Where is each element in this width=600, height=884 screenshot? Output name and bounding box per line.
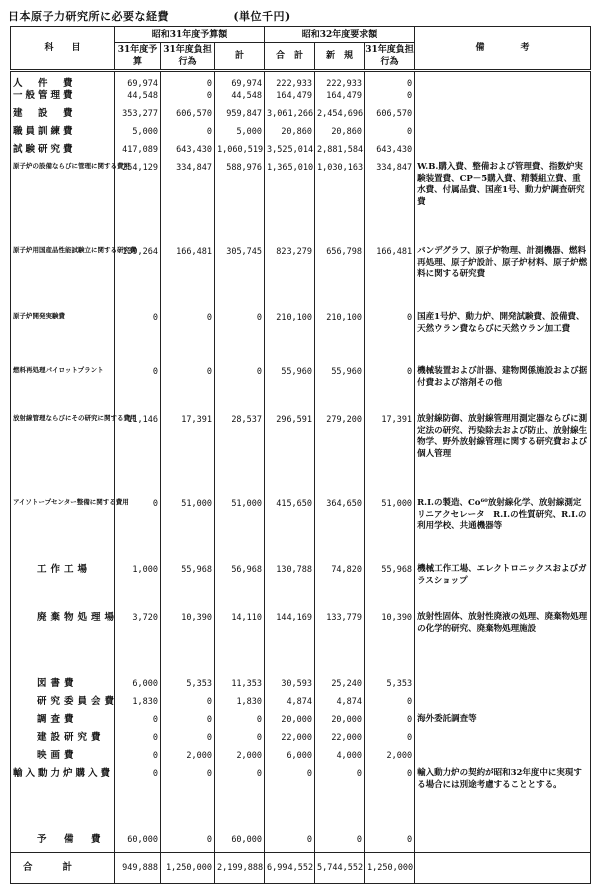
row-item-label: 原子炉用国産品性能試験立に関する研究費 (11, 246, 115, 312)
total-label: 合計 (11, 852, 115, 883)
row-note (415, 750, 591, 768)
row-note: 国産1号炉、動力炉、開発試験費、設備費、天然ウラン費ならびに天然ウラン加工費 (415, 312, 591, 366)
row-value: 0 (315, 834, 365, 852)
row-value: 1,365,010 (265, 162, 315, 246)
row-value: 3,061,266 (265, 108, 315, 126)
row-note (415, 71, 591, 91)
header-sub: 31年度負担行為 (161, 43, 215, 71)
row-value: 74,820 (315, 564, 365, 612)
row-value: 20,000 (315, 714, 365, 732)
row-value: 60,000 (115, 834, 161, 852)
row-value: 0 (365, 366, 415, 414)
row-value: 55,960 (315, 366, 365, 414)
row-value: 3,720 (115, 612, 161, 678)
row-value: 51,000 (161, 498, 215, 564)
row-note: 機械工作工場、エレクトロニックスおよびガラスショップ (415, 564, 591, 612)
table-row (11, 564, 591, 612)
row-value: 22,000 (315, 732, 365, 750)
row-value: 164,479 (315, 90, 365, 108)
row-value: 60,000 (215, 834, 265, 852)
row-value: 4,000 (315, 750, 365, 768)
total-value: 6,994,552 (265, 852, 315, 883)
row-item-label: 予 備 費 (11, 834, 115, 852)
row-note: バンデグラフ、原子炉物理、計測機器、燃料再処理、原子炉設計、原子炉材料、原子炉燃料に関する研究費 (415, 246, 591, 312)
table-row (11, 696, 591, 714)
row-item-label: 人 件 費 (11, 71, 115, 91)
row-value: 5,000 (115, 126, 161, 144)
row-value: 130,788 (265, 564, 315, 612)
caption-unit: (単位千円) (233, 10, 291, 23)
row-value: 6,000 (265, 750, 315, 768)
row-value: 139,264 (115, 246, 161, 312)
row-value: 28,537 (215, 414, 265, 498)
table-row (11, 312, 591, 366)
row-value: 0 (315, 768, 365, 834)
row-note (415, 732, 591, 750)
header-sub: 合 計 (265, 43, 315, 71)
row-value: 69,974 (215, 71, 265, 91)
row-value: 823,279 (265, 246, 315, 312)
row-value: 0 (365, 696, 415, 714)
row-value: 0 (265, 768, 315, 834)
row-value: 6,000 (115, 678, 161, 696)
row-item-label: 放射線管理ならびにその研究に関する費用 (11, 414, 115, 498)
row-value: 606,570 (365, 108, 415, 126)
row-value: 10,390 (365, 612, 415, 678)
header-sub: 計 (215, 43, 265, 71)
row-value: 1,060,519 (215, 144, 265, 162)
row-value: 5,353 (365, 678, 415, 696)
row-value: 2,000 (161, 750, 215, 768)
total-value: 5,744,552 (315, 852, 365, 883)
row-item-label: 建 設 費 (11, 108, 115, 126)
row-value: 353,277 (115, 108, 161, 126)
table-row (11, 71, 591, 91)
row-value: 0 (365, 732, 415, 750)
table-row (11, 678, 591, 696)
row-value: 334,847 (365, 162, 415, 246)
row-value: 11,146 (115, 414, 161, 498)
row-note (415, 834, 591, 852)
row-value: 0 (365, 90, 415, 108)
row-value: 588,976 (215, 162, 265, 246)
row-value: 17,391 (161, 414, 215, 498)
header-group-fy31: 昭和31年度予算額 (115, 27, 265, 43)
row-value: 0 (365, 834, 415, 852)
row-value: 20,860 (315, 126, 365, 144)
total-row (11, 852, 591, 883)
row-value: 1,830 (115, 696, 161, 714)
row-value: 144,169 (265, 612, 315, 678)
total-note (415, 852, 591, 883)
row-item-label: 原子炉の設備ならびに管理に関する費用 (11, 162, 115, 246)
table-row (11, 714, 591, 732)
row-value: 0 (365, 71, 415, 91)
row-value: 1,830 (215, 696, 265, 714)
row-value: 51,000 (365, 498, 415, 564)
row-value: 210,100 (315, 312, 365, 366)
row-item-label: 工作工場 (11, 564, 115, 612)
row-value: 2,000 (215, 750, 265, 768)
row-value: 0 (215, 732, 265, 750)
row-item-label: 職員訓練費 (11, 126, 115, 144)
row-value: 56,968 (215, 564, 265, 612)
table-row (11, 750, 591, 768)
row-value: 2,000 (365, 750, 415, 768)
row-value: 11,353 (215, 678, 265, 696)
row-value: 5,353 (161, 678, 215, 696)
row-value: 606,570 (161, 108, 215, 126)
row-value: 305,745 (215, 246, 265, 312)
row-value: 166,481 (161, 246, 215, 312)
row-item-label: 一般管理費 (11, 90, 115, 108)
row-value: 656,798 (315, 246, 365, 312)
row-value: 22,000 (265, 732, 315, 750)
row-value: 17,391 (365, 414, 415, 498)
row-value: 4,874 (265, 696, 315, 714)
header-sub: 31年度負担行為 (365, 43, 415, 71)
row-value: 55,960 (265, 366, 315, 414)
row-value: 44,548 (215, 90, 265, 108)
row-item-label: 調査費 (11, 714, 115, 732)
row-value: 0 (161, 714, 215, 732)
row-note: 輸入動力炉の契約が昭和32年度中に実現する場合には別途考慮することとする。 (415, 768, 591, 834)
table-row (11, 612, 591, 678)
row-value: 166,481 (365, 246, 415, 312)
row-value: 643,430 (365, 144, 415, 162)
row-note: W.B.購入費、整備および管理費、指数炉実験装置費、CP－5購入費、精製組立費、重水費、付属品費、国産1号、動力炉調査研究費 (415, 162, 591, 246)
row-value: 0 (215, 366, 265, 414)
row-value: 30,593 (265, 678, 315, 696)
table-row (11, 108, 591, 126)
row-value: 0 (115, 732, 161, 750)
row-value: 415,650 (265, 498, 315, 564)
row-value: 0 (215, 312, 265, 366)
table-row (11, 162, 591, 246)
total-value: 2,199,888 (215, 852, 265, 883)
row-value: 1,030,163 (315, 162, 365, 246)
row-value: 1,000 (115, 564, 161, 612)
table-row (11, 768, 591, 834)
row-note (415, 678, 591, 696)
table-row (11, 498, 591, 564)
row-item-label: 原子炉開発実験費 (11, 312, 115, 366)
row-value: 0 (115, 498, 161, 564)
table-row (11, 90, 591, 108)
row-note (415, 108, 591, 126)
row-note: 海外委託調査等 (415, 714, 591, 732)
row-value: 0 (115, 366, 161, 414)
document-caption (8, 8, 291, 24)
header-group-fy32: 昭和32年度要求額 (265, 27, 415, 43)
row-value: 10,390 (161, 612, 215, 678)
row-value: 0 (161, 834, 215, 852)
row-value: 69,974 (115, 71, 161, 91)
row-value: 0 (161, 71, 215, 91)
total-value: 1,250,000 (161, 852, 215, 883)
row-item-label: 建設研究費 (11, 732, 115, 750)
row-value: 133,779 (315, 612, 365, 678)
row-value: 164,479 (265, 90, 315, 108)
row-value: 0 (215, 714, 265, 732)
row-value: 0 (215, 768, 265, 834)
row-value: 2,454,696 (315, 108, 365, 126)
row-value: 0 (265, 834, 315, 852)
header-sub: 31年度予算 (115, 43, 161, 71)
table-row (11, 414, 591, 498)
row-value: 0 (365, 768, 415, 834)
row-item-label: 輸入動力炉購入費 (11, 768, 115, 834)
table-row (11, 834, 591, 852)
row-value: 0 (161, 696, 215, 714)
row-value: 0 (161, 90, 215, 108)
row-value: 55,968 (365, 564, 415, 612)
row-value: 959,847 (215, 108, 265, 126)
header-sub: 新 規 (315, 43, 365, 71)
row-value: 55,968 (161, 564, 215, 612)
row-item-label: 試験研究費 (11, 144, 115, 162)
table-body (11, 71, 591, 884)
row-value: 44,548 (115, 90, 161, 108)
row-item-label: アイソトープセンター整備に関する費用 (11, 498, 115, 564)
table-row (11, 126, 591, 144)
row-note (415, 696, 591, 714)
row-value: 0 (115, 768, 161, 834)
row-value: 417,089 (115, 144, 161, 162)
row-value: 254,129 (115, 162, 161, 246)
row-item-label: 図書費 (11, 678, 115, 696)
row-value: 0 (161, 312, 215, 366)
row-value: 222,933 (265, 71, 315, 91)
row-note (415, 144, 591, 162)
row-value: 2,881,584 (315, 144, 365, 162)
row-value: 279,200 (315, 414, 365, 498)
row-value: 20,000 (265, 714, 315, 732)
table-row (11, 366, 591, 414)
row-value: 3,525,014 (265, 144, 315, 162)
row-value: 14,110 (215, 612, 265, 678)
row-value: 0 (161, 126, 215, 144)
header-item: 科 目 (11, 27, 115, 71)
table-row (11, 246, 591, 312)
row-item-label: 廃棄物処理場 (11, 612, 115, 678)
row-item-label: 映画費 (11, 750, 115, 768)
row-value: 296,591 (265, 414, 315, 498)
row-note: 放射線防御、放射線管理用測定器ならびに測定法の研究、汚染除去および防止、放射線生物学、野外放射線管理に関する研究費および個人管理 (415, 414, 591, 498)
row-value: 0 (161, 366, 215, 414)
row-value: 0 (115, 714, 161, 732)
budget-table (10, 26, 591, 884)
row-note: 放射性固体、放射性廃液の処理、廃棄物処理の化学的研究、廃棄物処理施設 (415, 612, 591, 678)
row-value: 0 (115, 750, 161, 768)
row-value: 0 (365, 312, 415, 366)
row-value: 20,860 (265, 126, 315, 144)
row-value: 364,650 (315, 498, 365, 564)
row-value: 4,874 (315, 696, 365, 714)
row-value: 51,000 (215, 498, 265, 564)
table-row (11, 732, 591, 750)
row-value: 0 (365, 714, 415, 732)
total-value: 949,888 (115, 852, 161, 883)
row-note: R.I.の製造、Co⁶⁰放射線化学、放射線測定リニアクセレータ R.I.の性質研究、R.I.の利用学校、共通機器等 (415, 498, 591, 564)
total-value: 1,250,000 (365, 852, 415, 883)
row-item-label: 燃料再処理パイロットプラント (11, 366, 115, 414)
row-value: 25,240 (315, 678, 365, 696)
row-item-label: 研究委員会費 (11, 696, 115, 714)
row-value: 210,100 (265, 312, 315, 366)
row-note: 機械装置および計器、建物関係施設および据付費および溶剤その他 (415, 366, 591, 414)
row-value: 0 (365, 126, 415, 144)
row-value: 0 (115, 312, 161, 366)
row-value: 5,000 (215, 126, 265, 144)
row-value: 334,847 (161, 162, 215, 246)
row-note (415, 126, 591, 144)
row-note (415, 90, 591, 108)
caption-title: 日本原子力研究所に必要な経費 (8, 10, 169, 23)
row-value: 0 (161, 732, 215, 750)
row-value: 643,430 (161, 144, 215, 162)
row-value: 0 (161, 768, 215, 834)
table-row (11, 144, 591, 162)
row-value: 222,933 (315, 71, 365, 91)
header-notes: 備 考 (415, 27, 591, 71)
